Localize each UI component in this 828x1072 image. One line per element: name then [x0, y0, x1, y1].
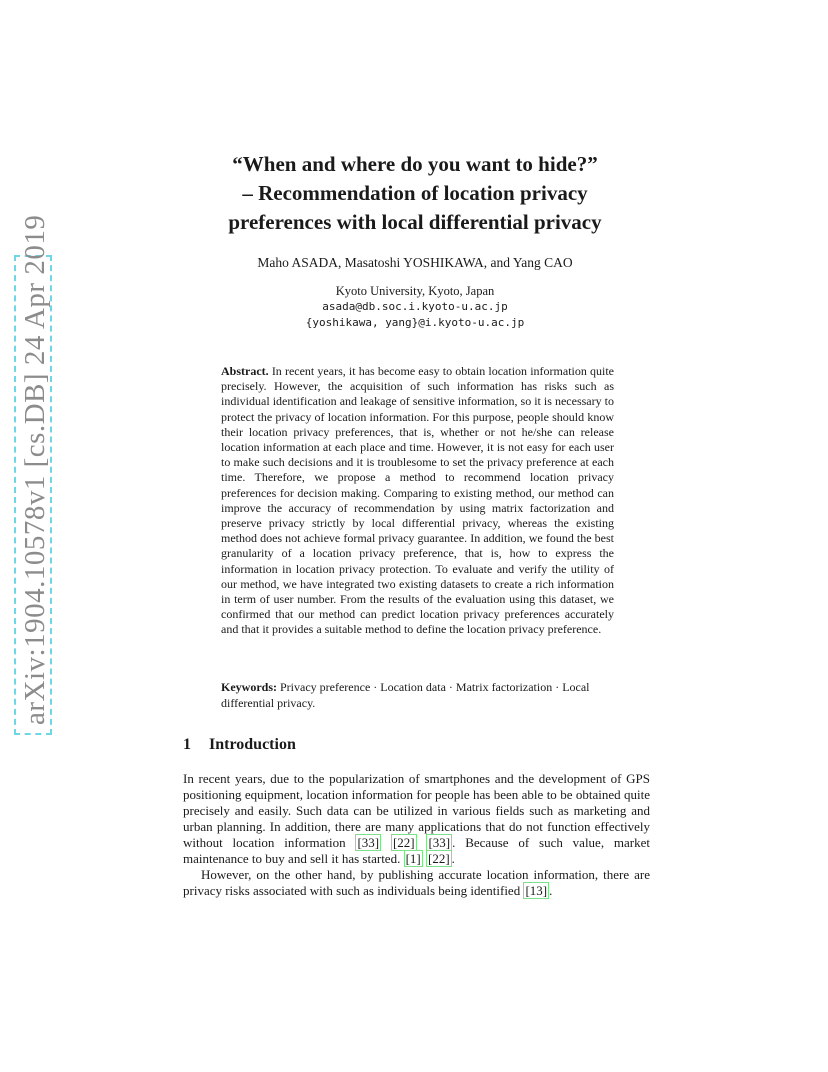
paragraph-1-part-1: In recent years, due to the popularization of smartphones and the development of GPS positioning equipment, location information for people has been able to be obtained quite precisely and easily. Such data can be utilized in various fields such as marketing and urban planning. In addition, there are many applications that do not function effectively without location information — [183, 771, 650, 850]
citation-link[interactable]: [1] — [405, 851, 421, 866]
institution: Kyoto University, Kyoto, Japan — [335, 284, 495, 298]
author-list: Maho ASADA, Masatoshi YOSHIKAWA, and Yang CAO — [257, 255, 573, 270]
paragraph-2 — [183, 867, 650, 899]
citation-link[interactable]: [33] — [428, 835, 451, 850]
paragraph-2-text: However, on the other hand, by publishing accurate location information, there are privacy risks associated with such as individuals being identified — [183, 867, 650, 898]
paper-title — [160, 150, 670, 237]
paragraph-1-part-2: . Because of such value, market maintenance to buy and sell it has started. — [183, 835, 650, 866]
citation-link[interactable]: [33] — [357, 835, 380, 850]
arxiv-identifier[interactable]: arXiv:1904.10578v1 [cs.DB] 24 Apr 2019 — [19, 214, 51, 725]
affiliation-block — [160, 283, 670, 331]
introduction-body — [183, 771, 650, 899]
citation-link[interactable]: [22] — [428, 851, 450, 866]
citation-link[interactable]: [13] — [525, 883, 548, 898]
abstract-text: In recent years, it has become easy to obtain location information quite precisely. However, the acquisition of such information has risks such as individual identification and leakage of sensitive information, so it is necessary to protect the privacy of location information. For this purpose, people should know their location privacy preferences, that is, whether or not he/she can release location information at each place and time. However, it is not easy for each user to make such decisions and it is troublesome to set the privacy preference at each time. Therefore, we propose a method to recommend location privacy preferences for decision making. Comparing to existing method, our method can improve the accuracy of recommendation by using matrix factorization and preserve privacy strictly by local differential privacy, whereas the existing method does not achieve formal privacy guarantee. In addition, we found the best granularity of a location privacy preference, that is, how to express the information in location privacy protection. To evaluate and verify the utility of our method, we have integrated two existing datasets to create a rich information in term of user number. From the results of the evaluation using this dataset, we confirmed that our method can predict location privacy preferences accurately and that it provides a suitable method to define the location privacy preference. — [221, 364, 614, 637]
title-line-2: – Recommendation of location privacy — [242, 181, 588, 205]
title-line-3: preferences with local differential privacy — [228, 210, 602, 234]
email-yoshikawa-yang[interactable]: {yoshikawa, yang}@i.kyoto-u.ac.jp — [305, 316, 525, 329]
keywords-label: Keywords: — [221, 680, 277, 694]
section-heading-introduction — [183, 736, 296, 754]
section-number: 1 — [183, 736, 191, 753]
citation-link[interactable]: [22] — [392, 835, 415, 850]
paragraph-1-end: . — [451, 851, 455, 866]
keywords-text: Privacy preference · Location data · Matrix factorization · Local differential privacy. — [221, 680, 590, 710]
abstract-label: Abstract. — [221, 364, 269, 378]
abstract — [221, 364, 614, 638]
paragraph-1 — [183, 771, 650, 867]
title-line-1: “When and where do you want to hide?” — [232, 152, 598, 176]
paragraph-2-end: . — [549, 883, 553, 898]
section-title: Introduction — [209, 736, 296, 753]
keywords — [221, 680, 614, 711]
email-asada[interactable]: asada@db.soc.i.kyoto-u.ac.jp — [322, 300, 508, 313]
